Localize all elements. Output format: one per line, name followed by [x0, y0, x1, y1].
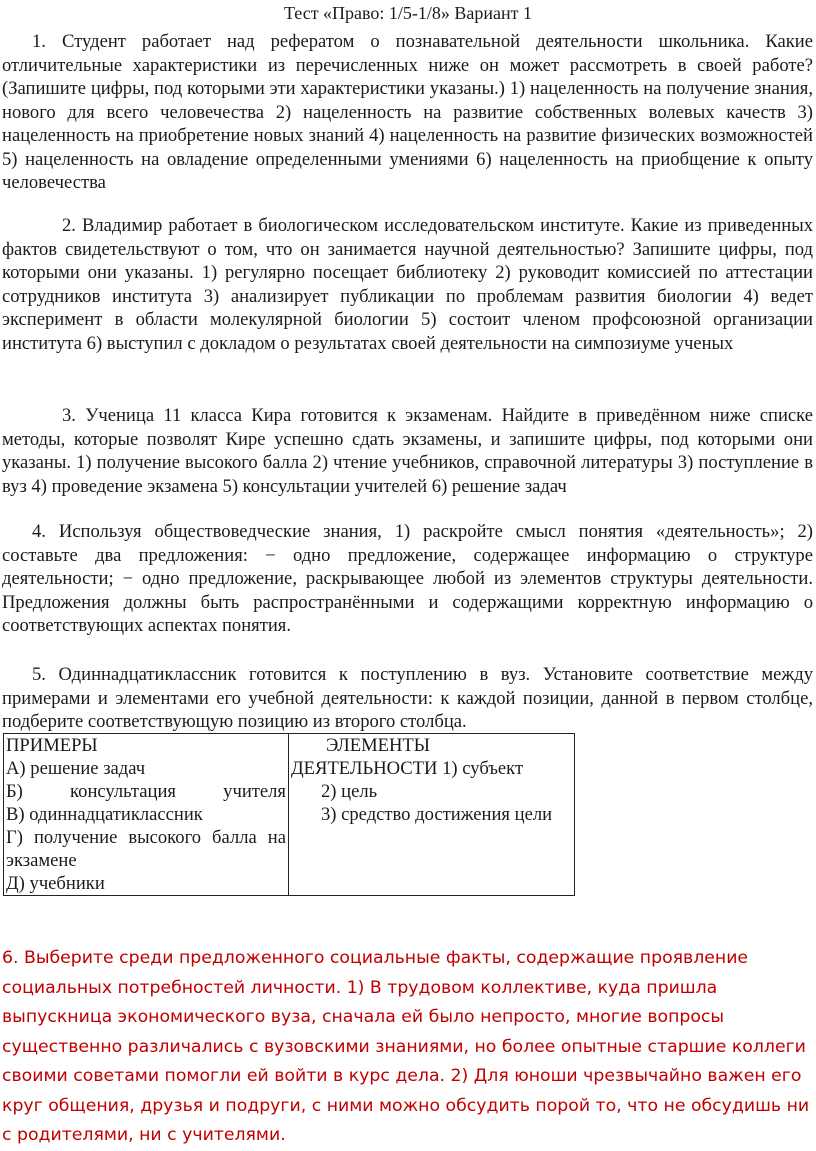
- page-title: Тест «Право: 1/5-1/8» Вариант 1: [283, 3, 533, 23]
- list-item: Б) консультация учителя: [6, 781, 286, 802]
- list-item: Д) учебники: [6, 873, 105, 894]
- examples-header: ПРИМЕРЫ: [6, 735, 98, 756]
- examples-column: [4, 734, 289, 896]
- list-item: Г) получение высокого балла на экзамене: [6, 827, 286, 871]
- matching-table: [3, 733, 575, 896]
- list-item: 2) цель: [321, 781, 378, 802]
- question-1: 1. Студент работает над рефератом о познавательной деятельности школьника. Какие отличительные характеристики из перечисленных ниже он может рассмотреть в своей работе? (Запишите цифры, под которыми эти характеристики указаны.) 1) нацеленность на получение знания, нового для всего человечества 2) нацеленность на развитие собственных волевых качеств 3) нацеленность на приобретение новых знаний 4) нацеленность на развитие физических возможностей 5) нацеленность на овладение определенными умениями 6) нацеленность на приобщение к опыту человечества: [2, 31, 813, 193]
- list-item: А) решение задач: [6, 758, 146, 779]
- table-row: [4, 734, 575, 896]
- question-5: 5. Одиннадцатиклассник готовится к поступлению в вуз. Установите соответствие между примерами и элементами его учебной деятельности: к каждой позиции, данной в первом столбце, подберите соответствующую позицию из второго столбца.: [2, 664, 813, 732]
- list-item: В) одиннадцатиклассник: [6, 804, 203, 825]
- elements-header: ЭЛЕМЕНТЫ ДЕЯТЕЛЬНОСТИ 1) субъект: [291, 735, 524, 779]
- question-2: 2. Владимир работает в биологическом исследовательском институте. Какие из приведенных фактов свидетельствуют о том, что он занимается научной деятельностью? Запишите цифры, под которыми они указаны. 1) регулярно посещает библиотеку 2) руководит комиссией по аттестации сотрудников института 3) анализирует публикации по проблемам развития биологии 4) ведет эксперимент в области молекулярной биологии 5) состоит членом профсоюзной организации института 6) выступил с докладом о результатах своей деятельности на симпозиуме ученых: [2, 215, 813, 354]
- question-3: 3. Ученица 11 класса Кира готовится к экзаменам. Найдите в приведённом ниже списке методы, которые позволят Кире успешно сдать экзамены, и запишите цифры, под которыми они указаны. 1) получение высокого балла 2) чтение учебников, справочной литературы 3) поступление в вуз 4) проведение экзамена 5) консультации учителей 6) решение задач: [2, 405, 813, 497]
- question-6: 6. Выберите среди предложенного социальные факты, содержащие проявление социальных потребностей личности. 1) В трудовом коллективе, куда пришла выпускница экономического вуза, сначала ей было непросто, многие вопросы существенно различались с вузовскими знаниями, но более опытные старшие коллеги своими советами помогли ей войти в курс дела. 2) Для юноши чрезвычайно важен его круг общения, друзья и подруги, с ними можно обсудить порой то, что не обсудишь ни с родителями, ни с учителями.: [2, 948, 810, 1145]
- question-4: 4. Используя обществоведческие знания, 1) раскройте смысл понятия «деятельность»; 2) составьте два предложения: − одно предложение, содержащее информацию о структуре деятельности; − одно предложение, раскрывающее любой из элементов структуры деятельности. Предложения должны быть распространёнными и содержащими корректную информацию о соответствующих аспектах понятия.: [2, 521, 813, 636]
- elements-column: [289, 734, 575, 896]
- list-item: 3) средство достижения цели: [321, 804, 553, 825]
